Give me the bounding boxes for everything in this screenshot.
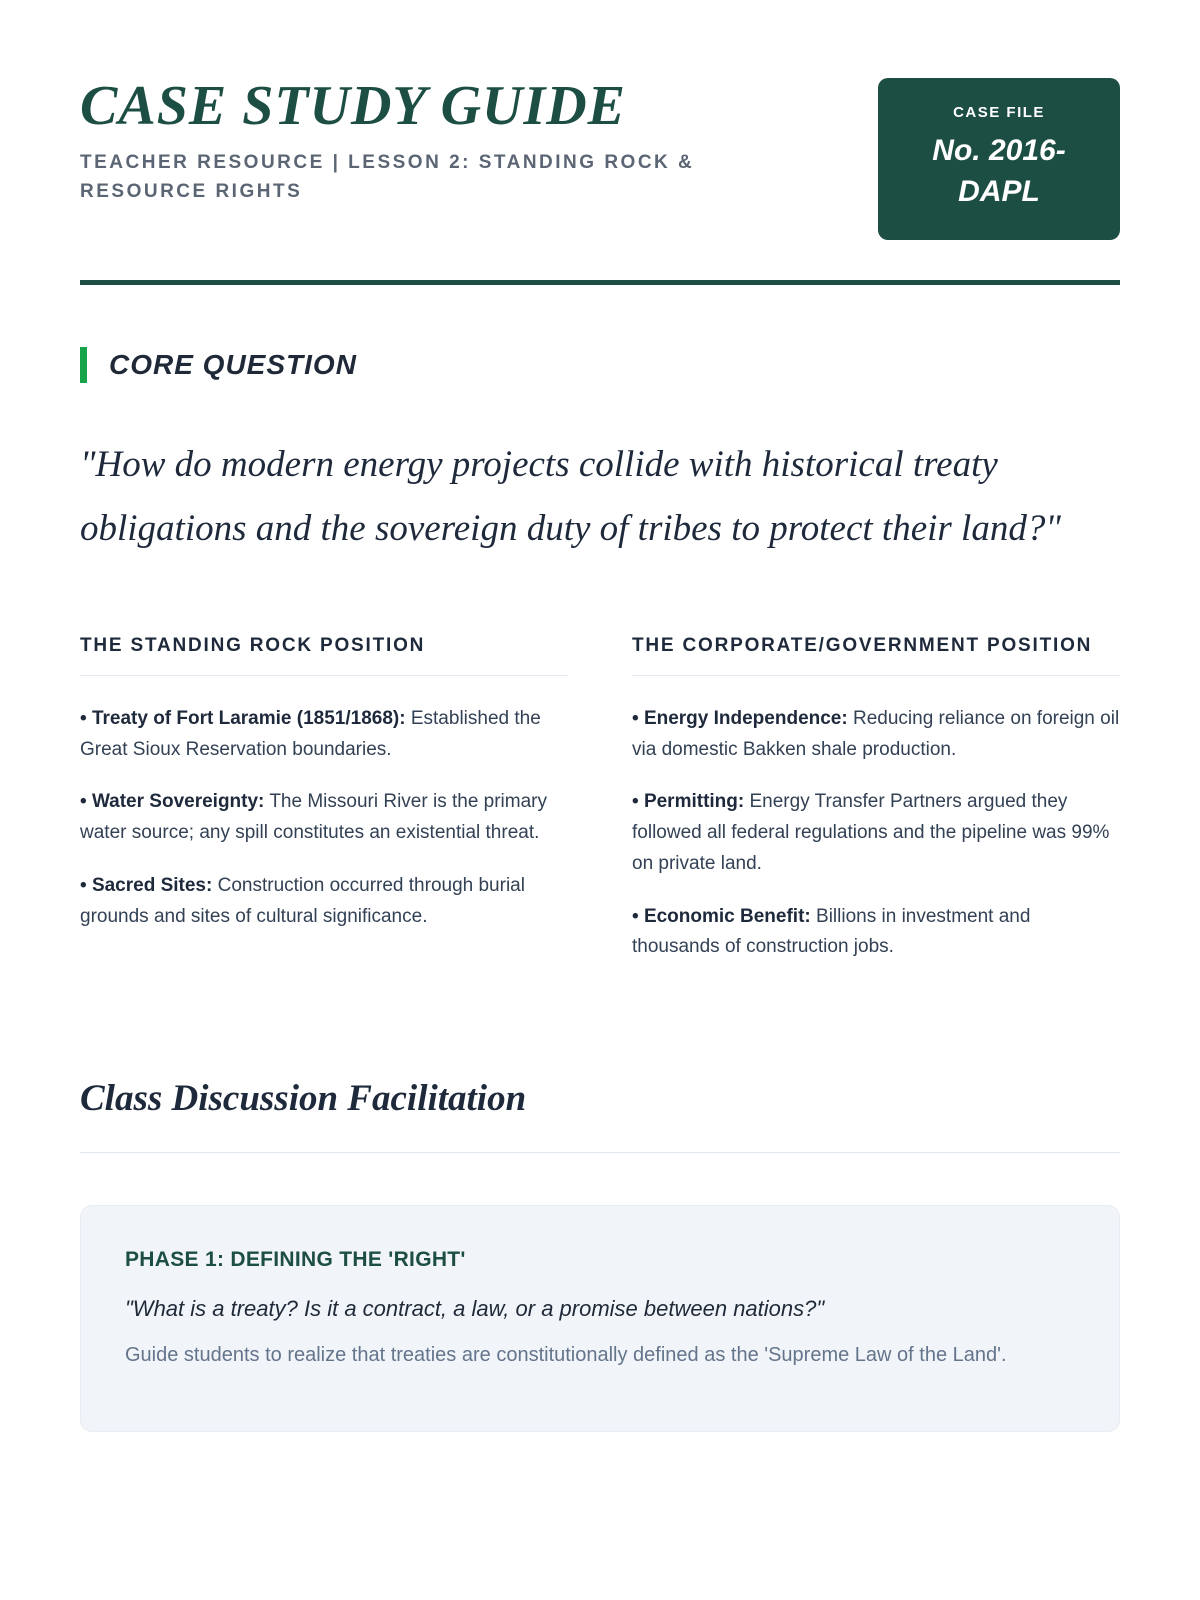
page-subtitle: TEACHER RESOURCE | LESSON 2: STANDING ROCK & RESOURCE RIGHTS bbox=[80, 152, 695, 203]
header-divider bbox=[80, 280, 1120, 285]
list-item bbox=[80, 871, 568, 933]
list-item-text: Energy Transfer Partners argued they followed all federal regulations and the pipeline was 99% on private land. bbox=[632, 791, 1110, 874]
column-heading: THE CORPORATE/GOVERNMENT POSITION bbox=[632, 632, 1120, 676]
list-item bbox=[632, 787, 1120, 879]
list-item-text: Established the Great Sioux Reservation boundaries. bbox=[80, 707, 541, 760]
list-item bbox=[80, 704, 568, 766]
phase-note: Guide students to realize that treaties are constitutionally defined as the 'Supreme Law of the Land'. bbox=[125, 1344, 1007, 1367]
phase-quote: "What is a treaty? Is it a contract, a law, or a promise between nations?" bbox=[125, 1296, 825, 1322]
position-columns bbox=[80, 632, 1120, 985]
list-item-term: Economic Benefit: bbox=[643, 905, 811, 927]
list-item bbox=[632, 902, 1120, 964]
phase-title: PHASE 1: DEFINING THE 'RIGHT' bbox=[125, 1248, 466, 1272]
list-item-term: Water Sovereignty: bbox=[91, 791, 265, 813]
column-items bbox=[80, 704, 568, 933]
column-heading: THE STANDING ROCK POSITION bbox=[80, 632, 568, 676]
corporate-government-position-column bbox=[632, 632, 1120, 985]
header bbox=[80, 75, 1120, 240]
core-question-heading-row bbox=[80, 347, 1120, 383]
case-file-badge-label: CASE FILE bbox=[953, 104, 1045, 121]
core-question-heading: CORE QUESTION bbox=[109, 349, 357, 380]
list-item-text: Reducing reliance on foreign oil via domestic Bakken shale production. bbox=[632, 707, 1120, 760]
list-item-text: The Missouri River is the primary water source; any spill constitutes an existential threat. bbox=[80, 791, 547, 844]
column-items bbox=[632, 704, 1120, 963]
phase-1-card bbox=[80, 1205, 1120, 1432]
list-item-term: Sacred Sites: bbox=[91, 874, 213, 896]
core-question-quote: "How do modern energy projects collide with historical treaty obligations and the sovereign duty of tribes to protect their land?" bbox=[80, 444, 1061, 549]
discussion-section-heading: Class Discussion Facilitation bbox=[80, 1078, 527, 1120]
list-item-term: Permitting: bbox=[643, 791, 745, 813]
list-item bbox=[80, 787, 568, 849]
core-question-accent-bar bbox=[80, 347, 87, 383]
list-item-term: Energy Independence: bbox=[643, 707, 848, 729]
list-item-text: Billions in investment and thousands of construction jobs. bbox=[632, 905, 1031, 958]
header-titles bbox=[80, 75, 800, 207]
list-item-term: Treaty of Fort Laramie (1851/1868): bbox=[91, 707, 406, 729]
list-item bbox=[632, 704, 1120, 766]
page-title: CASE STUDY GUIDE bbox=[80, 75, 627, 137]
case-file-badge-number: No. 2016-DAPL bbox=[932, 134, 1066, 208]
discussion-divider bbox=[80, 1152, 1120, 1153]
standing-rock-position-column bbox=[80, 632, 568, 954]
list-item-text: Construction occurred through burial grounds and sites of cultural significance. bbox=[80, 874, 525, 927]
case-file-badge bbox=[878, 78, 1120, 240]
